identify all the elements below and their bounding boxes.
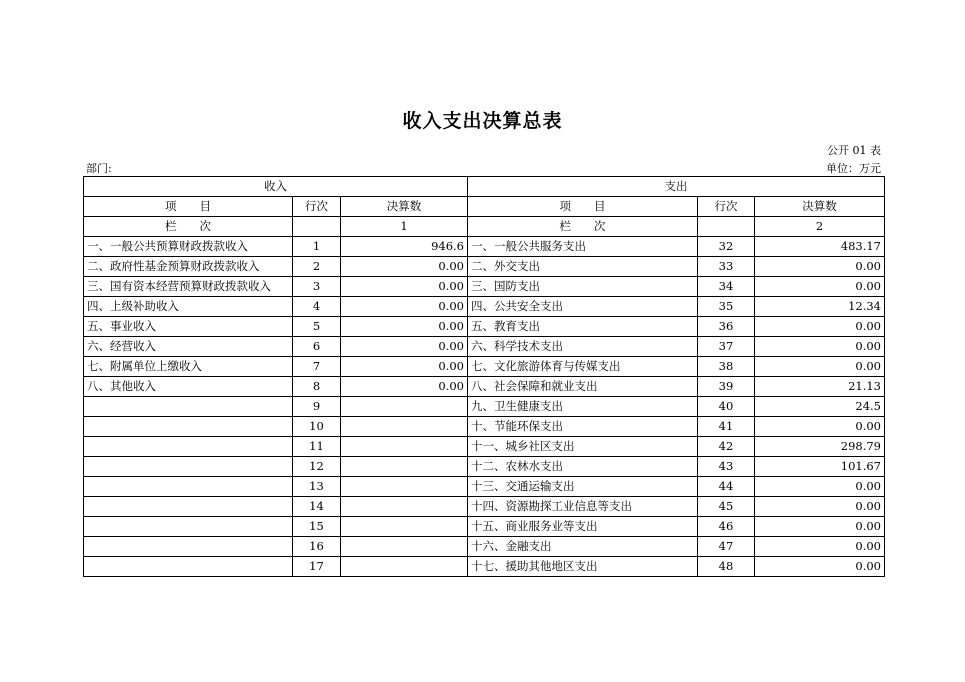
department-label: 部门: (86, 162, 112, 175)
expense-row-no-cell: 48 (698, 557, 755, 577)
income-item-cell (84, 417, 293, 437)
income-row-no-cell: 16 (293, 537, 341, 557)
expense-amount-cell: 0.00 (755, 317, 885, 337)
column-header-row (84, 197, 885, 217)
expense-section-header: 支出 (468, 177, 885, 197)
expense-item-cell: 十四、资源勘探工业信息等支出 (468, 497, 698, 517)
expense-item-cell: 十、节能环保支出 (468, 417, 698, 437)
expense-row-no-cell: 44 (698, 477, 755, 497)
expense-amount-cell: 12.34 (755, 297, 885, 317)
table-row (84, 337, 885, 357)
expense-item-cell: 十五、商业服务业等支出 (468, 517, 698, 537)
expense-row-no-cell: 39 (698, 377, 755, 397)
income-item-cell: 一、一般公共预算财政拨款收入 (84, 237, 293, 257)
table-row (84, 477, 885, 497)
expense-amount-cell: 0.00 (755, 337, 885, 357)
expense-row-no-cell: 33 (698, 257, 755, 277)
income-row-no-header: 行次 (293, 197, 341, 217)
income-row-no-cell: 9 (293, 397, 341, 417)
table-row (84, 317, 885, 337)
income-amount-cell (341, 437, 468, 457)
income-row-no-cell: 3 (293, 277, 341, 297)
expense-row-no-header: 行次 (698, 197, 755, 217)
expense-column-label: 栏 次 (468, 217, 698, 237)
income-item-cell: 五、事业收入 (84, 317, 293, 337)
expense-amount-cell: 483.17 (755, 237, 885, 257)
expense-item-cell: 八、社会保障和就业支出 (468, 377, 698, 397)
table-row (84, 417, 885, 437)
income-row-no-cell: 5 (293, 317, 341, 337)
income-amount-cell: 0.00 (341, 257, 468, 277)
table-row (84, 557, 885, 577)
expense-item-cell: 一、一般公共服务支出 (468, 237, 698, 257)
expense-item-header: 项 目 (468, 197, 698, 217)
income-amount-cell: 0.00 (341, 337, 468, 357)
income-item-header: 项 目 (84, 197, 293, 217)
expense-amount-cell: 101.67 (755, 457, 885, 477)
budget-summary-table (83, 176, 885, 577)
income-item-cell (84, 557, 293, 577)
income-row-no-cell: 11 (293, 437, 341, 457)
table-row (84, 257, 885, 277)
income-amount-cell (341, 457, 468, 477)
form-number: 公开 01 表 (827, 144, 881, 157)
income-column-number: 1 (341, 217, 468, 237)
income-amount-cell (341, 557, 468, 577)
expense-row-no-cell: 37 (698, 337, 755, 357)
income-item-cell: 七、附属单位上缴收入 (84, 357, 293, 377)
expense-item-cell: 七、文化旅游体育与传媒支出 (468, 357, 698, 377)
table-row (84, 537, 885, 557)
income-amount-cell (341, 497, 468, 517)
income-item-cell: 二、政府性基金预算财政拨款收入 (84, 257, 293, 277)
income-item-cell: 四、上级补助收入 (84, 297, 293, 317)
expense-column-blank (698, 217, 755, 237)
expense-item-cell: 十一、城乡社区支出 (468, 437, 698, 457)
income-item-cell: 八、其他收入 (84, 377, 293, 397)
unit-label: 单位：万元 (826, 162, 881, 175)
income-amount-cell: 0.00 (341, 357, 468, 377)
expense-amount-cell: 0.00 (755, 517, 885, 537)
table-row (84, 277, 885, 297)
income-amount-header: 决算数 (341, 197, 468, 217)
income-amount-cell: 0.00 (341, 297, 468, 317)
expense-row-no-cell: 41 (698, 417, 755, 437)
expense-item-cell: 四、公共安全支出 (468, 297, 698, 317)
expense-amount-cell: 0.00 (755, 277, 885, 297)
income-amount-cell (341, 537, 468, 557)
income-item-cell (84, 437, 293, 457)
income-column-blank (293, 217, 341, 237)
expense-row-no-cell: 42 (698, 437, 755, 457)
expense-item-cell: 五、教育支出 (468, 317, 698, 337)
income-amount-cell: 0.00 (341, 377, 468, 397)
expense-row-no-cell: 34 (698, 277, 755, 297)
table-row (84, 377, 885, 397)
expense-item-cell: 十二、农林水支出 (468, 457, 698, 477)
table-row (84, 297, 885, 317)
income-row-no-cell: 4 (293, 297, 341, 317)
income-item-cell (84, 397, 293, 417)
expense-amount-header: 决算数 (755, 197, 885, 217)
income-row-no-cell: 17 (293, 557, 341, 577)
page-title: 收入支出决算总表 (402, 110, 563, 132)
income-amount-cell (341, 517, 468, 537)
expense-row-no-cell: 45 (698, 497, 755, 517)
expense-row-no-cell: 35 (698, 297, 755, 317)
expense-row-no-cell: 40 (698, 397, 755, 417)
income-item-cell (84, 517, 293, 537)
expense-amount-cell: 0.00 (755, 357, 885, 377)
income-item-cell (84, 457, 293, 477)
expense-row-no-cell: 46 (698, 517, 755, 537)
expense-row-no-cell: 38 (698, 357, 755, 377)
income-row-no-cell: 10 (293, 417, 341, 437)
expense-amount-cell: 21.13 (755, 377, 885, 397)
expense-amount-cell: 0.00 (755, 557, 885, 577)
expense-item-cell: 二、外交支出 (468, 257, 698, 277)
income-row-no-cell: 7 (293, 357, 341, 377)
income-row-no-cell: 15 (293, 517, 341, 537)
income-row-no-cell: 1 (293, 237, 341, 257)
table-row (84, 517, 885, 537)
income-amount-cell: 0.00 (341, 317, 468, 337)
expense-row-no-cell: 43 (698, 457, 755, 477)
income-item-cell: 三、国有资本经营预算财政拨款收入 (84, 277, 293, 297)
expense-item-cell: 三、国防支出 (468, 277, 698, 297)
income-row-no-cell: 8 (293, 377, 341, 397)
table-row (84, 237, 885, 257)
expense-amount-cell: 0.00 (755, 477, 885, 497)
income-row-no-cell: 2 (293, 257, 341, 277)
table-row (84, 437, 885, 457)
income-column-label: 栏 次 (84, 217, 293, 237)
income-section-header: 收入 (84, 177, 468, 197)
income-row-no-cell: 12 (293, 457, 341, 477)
expense-amount-cell: 0.00 (755, 257, 885, 277)
income-amount-cell: 0.00 (341, 277, 468, 297)
expense-amount-cell: 298.79 (755, 437, 885, 457)
expense-row-no-cell: 47 (698, 537, 755, 557)
expense-item-cell: 六、科学技术支出 (468, 337, 698, 357)
column-number-row (84, 217, 885, 237)
table-row (84, 457, 885, 477)
expense-amount-cell: 0.00 (755, 537, 885, 557)
table-row (84, 397, 885, 417)
income-item-cell (84, 477, 293, 497)
expense-item-cell: 九、卫生健康支出 (468, 397, 698, 417)
section-header-row (84, 177, 885, 197)
income-amount-cell (341, 397, 468, 417)
income-item-cell (84, 497, 293, 517)
table-row (84, 357, 885, 377)
expense-amount-cell: 0.00 (755, 417, 885, 437)
income-row-no-cell: 13 (293, 477, 341, 497)
expense-row-no-cell: 32 (698, 237, 755, 257)
expense-column-number: 2 (755, 217, 885, 237)
income-item-cell: 六、经营收入 (84, 337, 293, 357)
expense-amount-cell: 0.00 (755, 497, 885, 517)
expense-item-cell: 十三、交通运输支出 (468, 477, 698, 497)
table-row (84, 497, 885, 517)
expense-amount-cell: 24.5 (755, 397, 885, 417)
income-amount-cell (341, 477, 468, 497)
income-row-no-cell: 14 (293, 497, 341, 517)
income-amount-cell (341, 417, 468, 437)
expense-item-cell: 十六、金融支出 (468, 537, 698, 557)
income-item-cell (84, 537, 293, 557)
income-amount-cell: 946.6 (341, 237, 468, 257)
expense-item-cell: 十七、援助其他地区支出 (468, 557, 698, 577)
income-row-no-cell: 6 (293, 337, 341, 357)
expense-row-no-cell: 36 (698, 317, 755, 337)
